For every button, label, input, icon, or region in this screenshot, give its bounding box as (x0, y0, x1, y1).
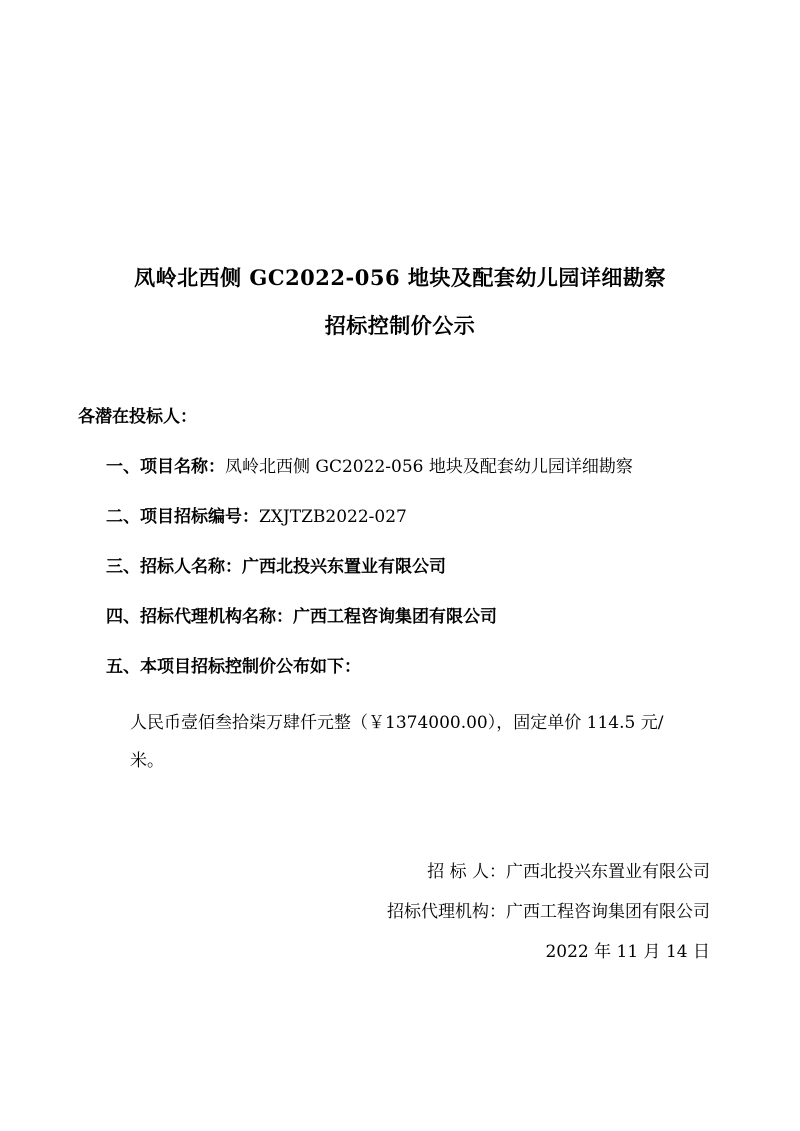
item-bid-number-value: ZXJTZB2022-027 (259, 507, 407, 527)
title-line-2: 招标控制价公示 (324, 313, 476, 338)
document-title (78, 0, 722, 346)
item-bid-number-label: 二、项目招标编号： (106, 507, 259, 527)
item-control-price-label: 五、本项目招标控制价公布如下： (106, 657, 361, 677)
item-project-name (78, 452, 722, 482)
item-agency-name (78, 602, 722, 632)
control-price-line-2: 米。 (130, 751, 164, 771)
item-control-price (78, 652, 722, 682)
signature-bidder-label: 招 标 人： (427, 862, 506, 882)
signature-block (78, 852, 722, 972)
item-project-name-value: 凤岭北西侧 GC2022-056 地块及配套幼儿园详细勘察 (225, 457, 633, 477)
signature-agent-value: 广西工程咨询集团有限公司 (506, 902, 710, 922)
item-agency-name-value: 广西工程咨询集团有限公司 (293, 607, 497, 627)
item-project-name-label: 一、项目名称： (106, 457, 225, 477)
salutation: 各潜在投标人： (78, 407, 197, 427)
item-tenderer-name-value: 广西北投兴东置业有限公司 (242, 557, 446, 577)
item-tenderer-name (78, 552, 722, 582)
item-agency-name-label: 四、招标代理机构名称： (106, 607, 293, 627)
signature-bidder (78, 852, 710, 892)
item-bid-number (78, 502, 722, 532)
title-line-1: 凤岭北西侧 GC2022-056 地块及配套幼儿园详细勘察 (134, 265, 666, 290)
signature-agent (78, 892, 710, 932)
control-price-line-1: 人民币壹佰叁拾柒万肆仟元整（￥1374000.00），固定单价 114.5 元/ (130, 713, 664, 733)
control-price-text (78, 704, 722, 780)
signature-bidder-value: 广西北投兴东置业有限公司 (506, 862, 710, 882)
signature-date: 2022 年 11 月 14 日 (545, 942, 710, 962)
signature-agent-label: 招标代理机构： (387, 902, 506, 922)
item-tenderer-name-label: 三、招标人名称： (106, 557, 242, 577)
